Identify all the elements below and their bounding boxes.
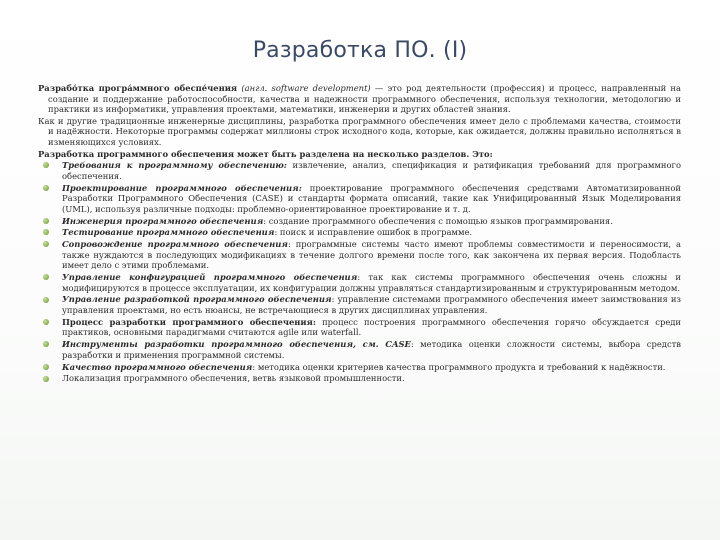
bullet-icon [43, 376, 49, 382]
list-item: Качество программного обеспечения: методика оценки критериев качества программного продукта и требований к надёжности. [38, 362, 681, 373]
list-item: Локализация программного обеспечения, ветвь языковой промышленности. [38, 373, 681, 384]
quality-paragraph: Как и другие традиционные инженерные дисциплины, разработка программного обеспечения имеет дело с проблемами качества, стоимости и надёжности. Некоторые программы содержат миллионы строк исходного кода, которые, как ожидается, должны правильно исполняться в изменяющихся условиях. [38, 115, 681, 147]
list-item: Тестирование программного обеспечения: поиск и исправление ошибок в программе. [38, 227, 681, 238]
list-item: Инструменты разработки программного обеспечения, см. CASE: методика оценки сложности системы, выбора средств разработки и применения программной системы. [38, 339, 681, 360]
list-item: Управление конфигурацией программного обеспечения: так как системы программного обеспечения очень сложны и модифицируются в процессе эксплуатации, их конфигурации должны управляться стандартизированным и структурированным методом. [38, 272, 681, 293]
bullet-icon [43, 297, 49, 303]
list-item: Процесс разработки программного обеспечения: процесс построения программного обеспечения горячо обсуждается среди практиков, основными парадигмами считаются agile или waterfall. [38, 317, 681, 338]
bullet-icon [43, 364, 49, 370]
slide-content [38, 83, 681, 385]
intro-term: Разрабо́тка програ́ммного обеспе́чения [38, 83, 238, 93]
list-item: Управление разработкой программного обеспечения: управление системами программного обеспечения имеет заимствования из управления проектами, но есть нюансы, не встречающиеся в других дисциплинах управления. [38, 294, 681, 315]
sections-list [38, 160, 681, 384]
bullet-icon [43, 162, 49, 168]
list-item: Инженерия программного обеспечения: создание программного обеспечения с помощью языков программирования. [38, 216, 681, 227]
list-item: Требования к программному обеспечению: извлечение, анализ, спецификация и ратификация требований для программного обеспечения. [38, 160, 681, 181]
bullet-icon [43, 229, 49, 235]
bullet-icon [43, 319, 49, 325]
list-item: Проектирование программного обеспечения: проектирование программного обеспечения средствами Автоматизированной Разработки Программного Обеспечения (CASE) и стандарты формата описаний, такие как Унифицированный Язык Моделирования (UML), используя различные подходы: проблемно-ориентированное проектирование и т. д. [38, 183, 681, 215]
bullet-icon [43, 241, 49, 247]
bullet-icon [43, 274, 49, 280]
bullet-icon [43, 185, 49, 191]
intro-definition: — это род деятельности (профессия) и процесс, направленный на создание и поддержание работоспособности, качества и надежности программного обеспечения, используя технологии, методологию и практики из информатики, управления проектами, математики, инженерии и других областей знания. [48, 83, 681, 115]
intro-translation: (англ. software development) [241, 83, 371, 93]
bullet-icon [43, 341, 49, 347]
slide-title: Разработка ПО. (I) [252, 38, 468, 63]
list-item: Сопровождение программного обеспечения: программные системы часто имеют проблемы совместимости и переносимости, а также нуждаются в последующих модификациях в течение долгого времени после того, как закончена их первая версия. Подобласть имеет дело с этими проблемами. [38, 239, 681, 271]
sections-heading: Разработка программного обеспечения может быть разделена на несколько разделов. Это: [38, 148, 493, 159]
intro-paragraph [38, 83, 681, 115]
bullet-icon [43, 218, 49, 224]
